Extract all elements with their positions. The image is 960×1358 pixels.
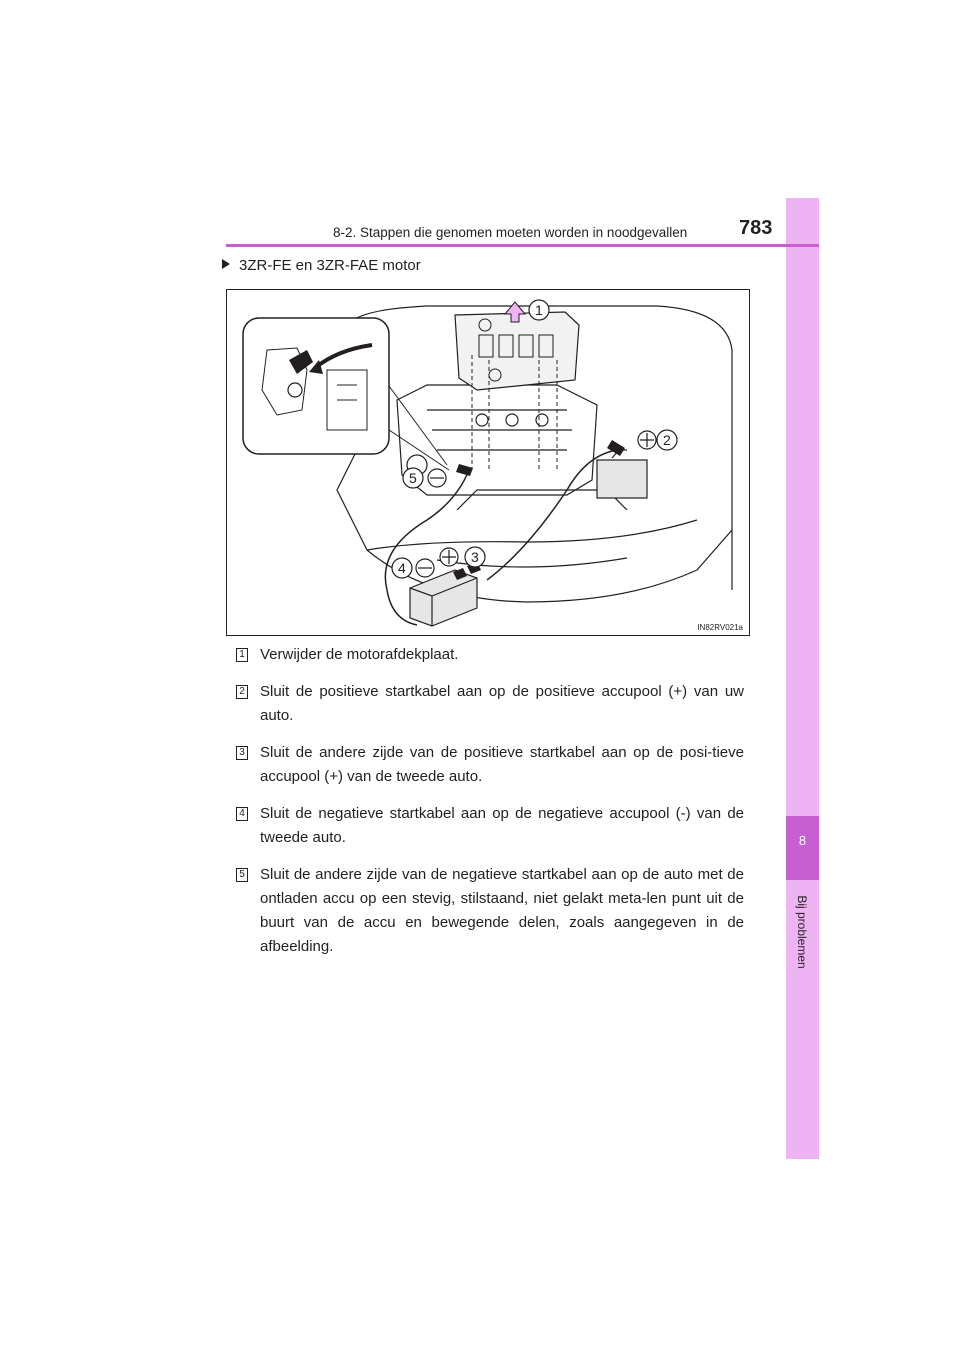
step-text: Sluit de negatieve startkabel aan op de negatieve accupool (-) van de tweede auto. bbox=[260, 805, 744, 846]
section-heading bbox=[222, 257, 421, 274]
step-list bbox=[236, 643, 744, 972]
section-heading-text: 3ZR-FE en 3ZR-FAE motor bbox=[239, 257, 421, 274]
step-number-badge: 5 bbox=[236, 868, 248, 882]
step-text: Sluit de andere zijde van de negatieve startkabel aan op de auto met de ontladen accu op een stevig, stilstaand, niet gelakt meta-len punt uit de buurt van de accu en bewegende delen, zoals aangegeven in de afbeelding. bbox=[260, 866, 744, 955]
step-text: Sluit de andere zijde van de positieve startkabel aan op de posi-tieve accupool (+) van de tweede auto. bbox=[260, 744, 744, 785]
clamp-negative-ground bbox=[456, 464, 473, 476]
chapter-number-box bbox=[786, 816, 819, 880]
list-item bbox=[236, 802, 744, 850]
svg-text:3: 3 bbox=[471, 549, 479, 565]
chapter-label: Bij problemen bbox=[795, 895, 809, 969]
list-item bbox=[236, 863, 744, 959]
side-chapter-tab bbox=[786, 198, 819, 1159]
svg-text:4: 4 bbox=[398, 560, 406, 576]
chapter-number: 8 bbox=[798, 833, 807, 848]
svg-text:1: 1 bbox=[535, 302, 543, 318]
list-item bbox=[236, 643, 744, 667]
step-number-badge: 2 bbox=[236, 685, 248, 699]
svg-text:2: 2 bbox=[663, 432, 671, 448]
own-battery bbox=[597, 460, 647, 498]
svg-text:5: 5 bbox=[409, 470, 417, 486]
step-text: Verwijder de motorafdekplaat. bbox=[260, 646, 459, 663]
engine-cover bbox=[455, 312, 579, 390]
grille-line bbox=[367, 520, 697, 550]
step-number-badge: 4 bbox=[236, 807, 248, 821]
header-section-title: 8-2. Stappen die genomen moeten worden in noodgevallen bbox=[333, 225, 688, 240]
donor-battery bbox=[410, 570, 477, 626]
ground-point-inset bbox=[243, 318, 389, 454]
step-number-badge: 3 bbox=[236, 746, 248, 760]
step-text: Sluit de positieve startkabel aan op de positieve accupool (+) van uw auto. bbox=[260, 683, 744, 724]
figure-code: IN82RV021a bbox=[697, 623, 743, 632]
triangle-bullet-icon bbox=[222, 259, 230, 269]
engine-jumpstart-illustration bbox=[226, 289, 750, 636]
list-item bbox=[236, 680, 744, 728]
engine-details bbox=[427, 410, 572, 450]
header-rule bbox=[226, 244, 819, 247]
step-number-badge: 1 bbox=[236, 648, 248, 662]
list-item bbox=[236, 741, 744, 789]
engine-bay-drawing bbox=[227, 290, 749, 635]
page-number: 783 bbox=[739, 217, 773, 239]
engine-block bbox=[397, 385, 597, 495]
